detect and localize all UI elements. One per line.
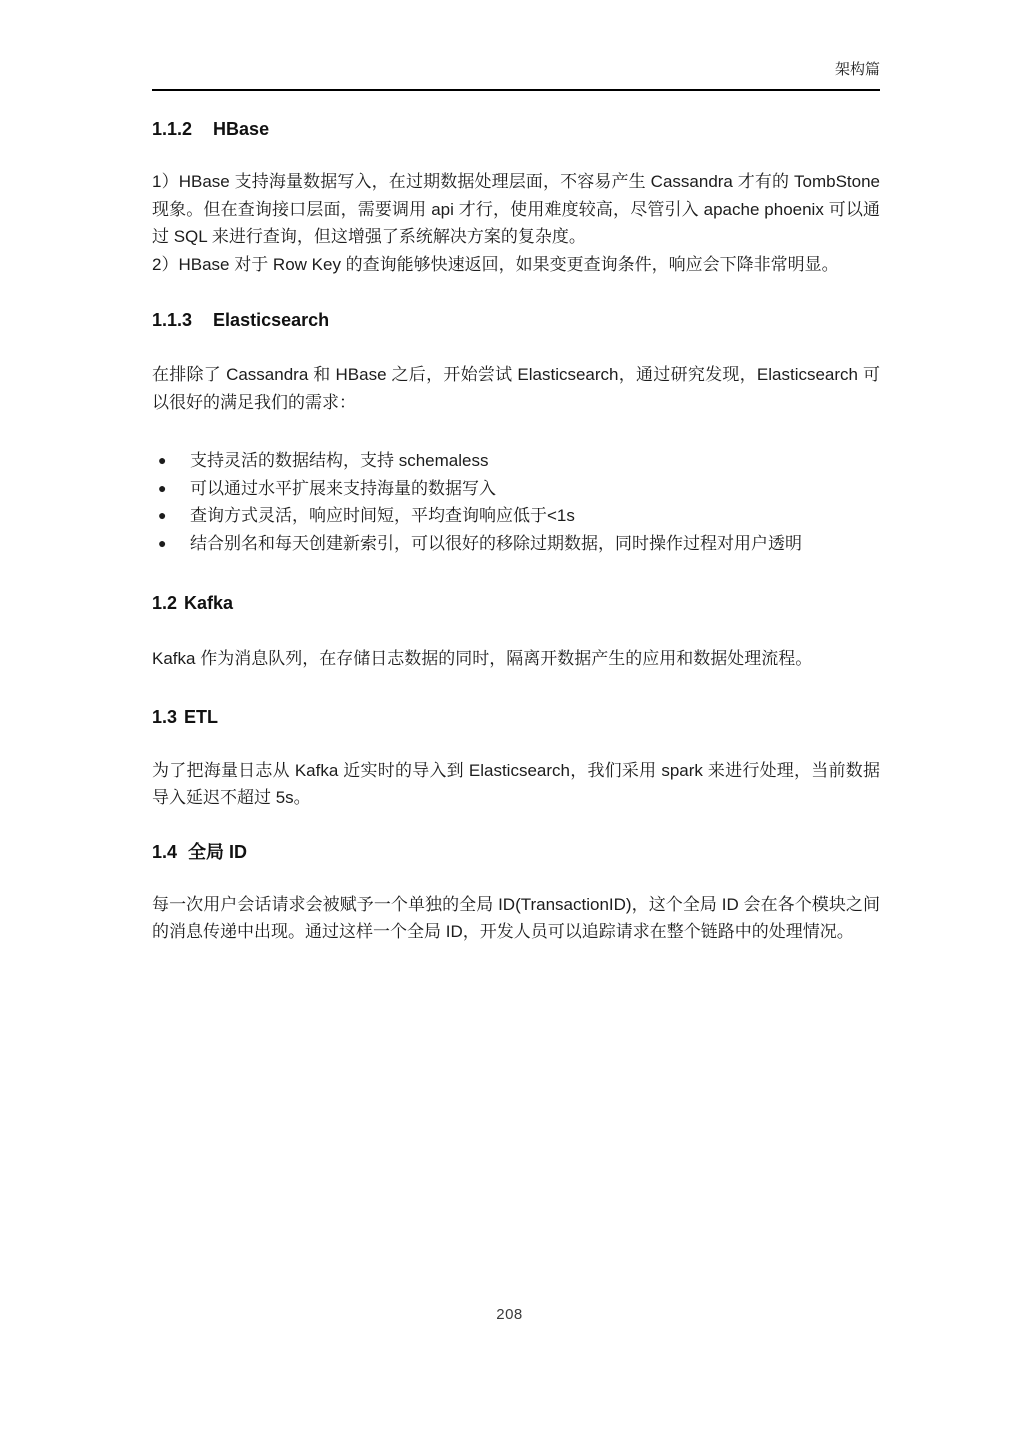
page-number: 208 (496, 1306, 523, 1323)
bullet-icon: ● (158, 479, 167, 496)
section-number: 1.1.2 (152, 119, 193, 139)
hbase-point-2: 2）HBase 对于 Row Key 的查询能够快速返回，如果变更查询条件，响应会下降非常明显。 (152, 254, 839, 274)
section-number: 1.2 (152, 593, 178, 613)
section-title: Kafka (184, 593, 234, 613)
list-item-text: 可以通过水平扩展来支持海量的数据写入 (190, 478, 496, 498)
section-number: 1.4 (152, 841, 178, 862)
list-item-text: 查询方式灵活，响应时间短，平均查询响应低于<1s (190, 506, 575, 525)
list-item-text: 支持灵活的数据结构，支持 schemaless (190, 451, 489, 470)
list-item (152, 475, 880, 503)
section-title: 全局 ID (188, 841, 248, 862)
section-heading-elasticsearch (152, 309, 880, 331)
section-number: 1.1.3 (152, 310, 193, 330)
kafka-paragraph: Kafka 作为消息队列，在存储日志数据的同时，隔离开数据产生的应用和数据处理流程。 (152, 649, 813, 668)
hbase-point-1: 1）HBase 支持海量数据写入，在过期数据处理层面，不容易产生 Cassandra 才有的 TombStone 现象。但在查询接口层面，需要调用 api 才行，使用难度较高，尽管引入 apache phoenix 可以通过 SQL 来进行查询，但这增强了系统解决方案的复杂度。 (152, 172, 880, 246)
bullet-icon: ● (158, 452, 167, 468)
section-title: HBase (213, 119, 270, 139)
section-title: ETL (184, 706, 219, 727)
bullet-icon: ● (158, 534, 167, 551)
list-item (152, 447, 880, 475)
list-item (152, 530, 880, 558)
section-heading-hbase (152, 118, 880, 140)
section-heading-global-id (152, 841, 880, 863)
section-heading-etl (152, 706, 880, 728)
bullet-icon: ● (158, 507, 167, 523)
section-heading-kafka (152, 592, 880, 614)
header-rule (152, 89, 880, 91)
list-item-text: 结合别名和每天创建新索引，可以很好的移除过期数据，同时操作过程对用户透明 (190, 533, 802, 553)
global-id-paragraph: 每一次用户会话请求会被赋予一个单独的全局 ID(TransactionID)，这个全局 ID 会在各个模块之间的消息传递中出现。通过这样一个全局 ID，开发人员可以追踪请求在整个链路中的处理情况。 (152, 894, 880, 941)
etl-paragraph: 为了把海量日志从 Kafka 近实时的导入到 Elasticsearch，我们采用 spark 来进行处理，当前数据导入延迟不超过 5s。 (152, 760, 880, 807)
section-number: 1.3 (152, 706, 178, 727)
elasticsearch-intro: 在排除了 Cassandra 和 HBase 之后，开始尝试 Elasticsearch，通过研究发现，Elasticsearch 可以很好的满足我们的需求： (152, 365, 880, 412)
section-title: Elasticsearch (213, 310, 330, 330)
list-item (152, 502, 880, 530)
running-header: 架构篇 (834, 61, 880, 78)
elasticsearch-benefit-list (152, 447, 880, 557)
